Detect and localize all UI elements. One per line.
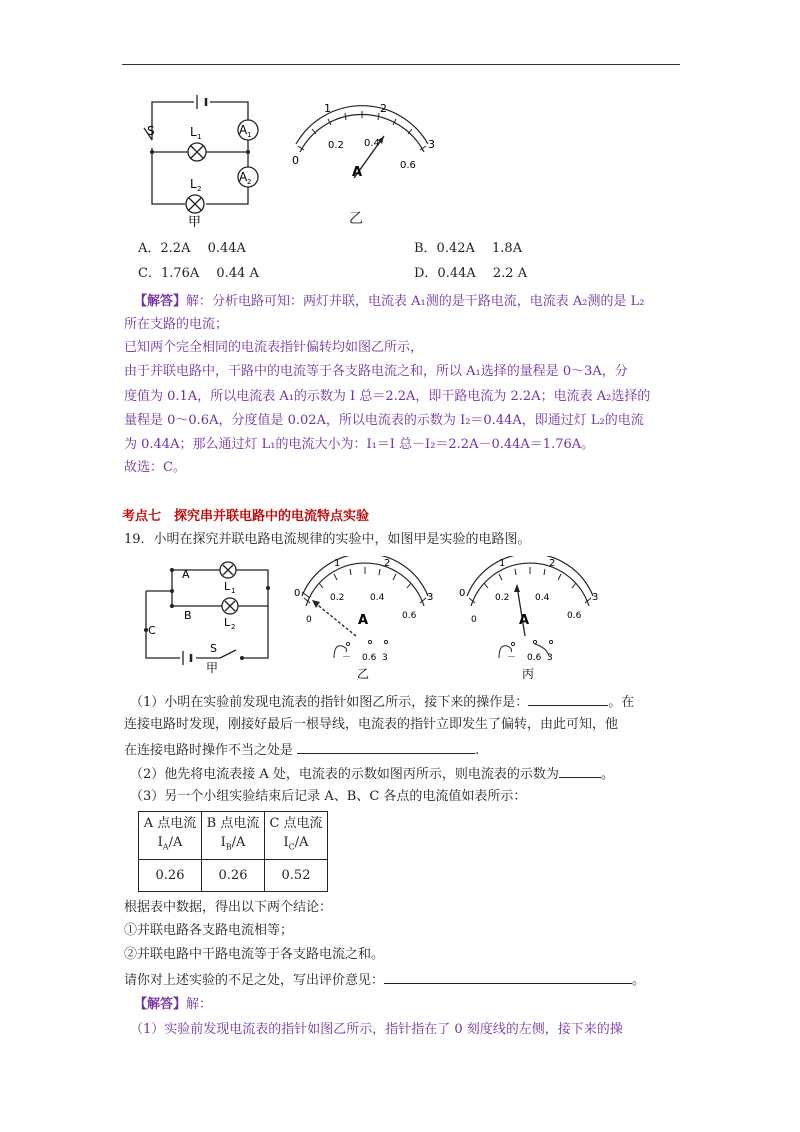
dial-bottom-tick-1: 0.2 <box>330 593 345 603</box>
figure-yi-label: 乙 <box>357 667 370 681</box>
conclusion-2: ②并联电路中干路电流等于各支路电流之和。 <box>124 947 385 962</box>
dial-top-tick-2: 2 <box>380 102 387 115</box>
option-b: B．0.42A 1.8A <box>414 241 523 256</box>
option-d: D．0.44A 2.2 A <box>414 266 528 281</box>
dial-bottom-tick-3: 0.6 <box>400 160 416 171</box>
dial-unit: A <box>352 165 363 180</box>
dial-top-tick-1: 1 <box>324 102 331 115</box>
answer-tag: 【解答】 <box>134 294 187 309</box>
terminal-3: 3 <box>382 653 388 663</box>
terminal-minus: － <box>507 653 517 663</box>
lamp-l1-sub: 1 <box>197 133 202 141</box>
blank-part1-mistake[interactable] <box>297 740 475 754</box>
q18-answer-line3: 已知两个完全相同的电流表指针偏转均如图乙所示， <box>124 340 424 355</box>
lamp-l2-sub: 2 <box>197 185 202 193</box>
figure-yi-label: 乙 <box>349 211 363 227</box>
point-b-label: B <box>184 609 192 622</box>
q19-part2: （2）他先将电流表接 A 处，电流表的示数如图丙所示，则电流表的示数为 。 <box>130 764 614 784</box>
dial-needle <box>517 586 525 636</box>
terminal-3: 3 <box>547 653 553 663</box>
lamp-l2-label: L <box>224 616 231 629</box>
lamp-l1-sub: 1 <box>231 587 236 595</box>
dial-bottom-tick-2: 0.4 <box>364 138 380 149</box>
table-cell: 0.26 <box>139 859 202 891</box>
table-row <box>139 859 328 891</box>
q18-answer-line2: 所在支路的电流； <box>124 317 229 332</box>
dial-unit: A <box>519 613 530 628</box>
lamp-l2-sub: 2 <box>231 623 236 631</box>
dial-bottom-tick-2: 0.4 <box>370 593 385 603</box>
q18-answer-line7: 为 0.44A；那么通过灯 L₁的电流大小为：I₁＝I 总－I₂＝2.2A－0.44A＝1.76A。 <box>124 437 595 452</box>
dial-top-tick-2: 2 <box>549 558 556 569</box>
lamp-l2-symbol <box>222 598 238 614</box>
dial-top-tick-3: 3 <box>428 138 435 151</box>
table-header-row <box>139 812 328 860</box>
dial-top-tick-3: 3 <box>592 592 599 603</box>
q19-answer-line1: （1）实验前发现电流表的指针如图乙所示，指针指在了 0 刻度线的左侧，接下来的操 <box>130 1022 623 1037</box>
figure-bing-label: 丙 <box>522 667 535 681</box>
ammeter-a2-label: A <box>239 170 248 184</box>
lamp-l2-symbol <box>186 195 204 213</box>
ammeter-a2-sub: 2 <box>247 178 252 186</box>
dial-bottom-tick-1: 0.2 <box>328 140 344 151</box>
dial-bottom-tick-0: 0 <box>292 154 299 167</box>
table-header-cell: A 点电流 $I_A/A$ <box>139 812 202 860</box>
q18-answer-line1: 【解答】解：分析电路可知：两灯并联，电流表 A₁测的是干路电流，电流表 A₂测的是 L₂ <box>134 294 645 309</box>
figure-jia-label: 甲 <box>188 215 202 230</box>
switch-label: S <box>210 642 217 655</box>
q19-ammeter-dial-yi <box>290 556 440 682</box>
q19-stem: 19．小明在探究并联电路电流规律的实验中，如图甲是实验的电路图。 <box>124 532 531 547</box>
q18-answer-line4: 由于并联电路中，干路中的电流等于各支路电流之和，所以 A₁选择的量程是 0～3A，分 <box>124 364 628 379</box>
q19-answer-header: 【解答】解： <box>134 997 213 1012</box>
dial-top-tick-3: 3 <box>427 592 434 603</box>
q19-part3: （3）另一个小组实验结束后记录 A、B、C 各点的电流值如表所示： <box>130 789 527 804</box>
lamp-l2-label: L <box>190 177 197 191</box>
blank-part2-reading[interactable] <box>559 764 601 778</box>
q18-circuit-diagram-jia <box>130 92 280 230</box>
dial-top-tick-2: 2 <box>384 558 391 569</box>
switch-label: S <box>147 124 155 138</box>
table-cell: 0.52 <box>265 859 328 891</box>
current-data-table <box>138 811 328 892</box>
dial-unit: A <box>358 613 369 628</box>
conclusion-1: ①并联电路各支路电流相等； <box>124 923 294 938</box>
switch-blade <box>220 650 236 658</box>
table-header-cell: C 点电流 $I_C/A$ <box>265 812 328 860</box>
q18-answer-line5: 度值为 0.1A，所以电流表 A₁的示数为 I 总＝2.2A，即干路电流为 2.2A；电流表 A₂选择的 <box>124 389 651 404</box>
answer-tag: 【解答】 <box>134 997 187 1012</box>
dial-bottom-tick-2: 0.4 <box>535 593 550 603</box>
dial-top-tick-0: 0 <box>294 588 301 599</box>
q18-answer-line8: 故选：C。 <box>124 460 186 475</box>
ammeter-a1-label: A <box>239 123 248 137</box>
dial-top-tick-1: 1 <box>499 558 506 569</box>
blank-evaluation[interactable] <box>384 970 632 984</box>
lamp-l1-label: L <box>224 580 231 593</box>
terminal-0-6: 0.6 <box>527 653 542 663</box>
dial-needle <box>314 602 356 636</box>
terminal-minus: － <box>342 653 352 663</box>
point-c-label: C <box>148 624 156 637</box>
dial-top-tick-0: 0 <box>459 588 466 599</box>
q19-ammeter-dial-bing <box>455 556 605 682</box>
option-a: A．2.2A 0.44A <box>138 241 246 256</box>
q19-circuit-diagram-jia <box>138 556 286 674</box>
point-a-label: A <box>182 568 190 581</box>
terminal-0-6: 0.6 <box>362 653 377 663</box>
dial-bottom-tick-3: 0.6 <box>402 611 417 621</box>
lamp-l1-label: L <box>190 125 197 139</box>
figure-jia-label: 甲 <box>206 661 219 674</box>
table-cell: 0.26 <box>202 859 265 891</box>
dial-bottom-tick-0: 0 <box>306 615 312 625</box>
dial-bottom-tick-1: 0.2 <box>495 593 510 603</box>
q19-part1-line1: （1）小明在实验前发现电流表的指针如图乙所示，接下来的操作是： 。在 <box>130 692 634 712</box>
blank-part1-operation[interactable] <box>528 692 608 706</box>
lamp-l1-symbol <box>188 143 206 161</box>
q19-part1-line2: 连接电路时发现，刚接好最后一根导线，电流表的指针立即发生了偏转，由此可知，他 <box>124 717 619 732</box>
evaluation-prompt: 请你对上述实验的不足之处，写出评价意见： 。 <box>124 970 645 990</box>
dial-bottom-tick-3: 0.6 <box>567 611 582 621</box>
dial-top-tick-1: 1 <box>334 558 341 569</box>
q19-part1-line3: 在连接电路时操作不当之处是 . <box>124 740 479 760</box>
lamp-l1-symbol <box>220 562 236 578</box>
page-header-rule <box>122 64 680 65</box>
dial-bottom-tick-0: 0 <box>471 615 477 625</box>
ammeter-a1-sub: 1 <box>247 131 252 139</box>
q18-ammeter-dial-yi <box>282 96 452 186</box>
q18-answer-line6: 量程是 0～0.6A，分度值是 0.02A，所以电流表的示数为 I₂＝0.44A，即通过灯 L₂的电流 <box>124 413 644 428</box>
option-c: C．1.76A 0.44 A <box>138 266 259 281</box>
section-title: 考点七 探究串并联电路中的电流特点实验 <box>122 509 370 524</box>
conclusion-intro: 根据表中数据，得出以下两个结论： <box>124 900 333 915</box>
table-header-cell: B 点电流 $I_B/A$ <box>202 812 265 860</box>
